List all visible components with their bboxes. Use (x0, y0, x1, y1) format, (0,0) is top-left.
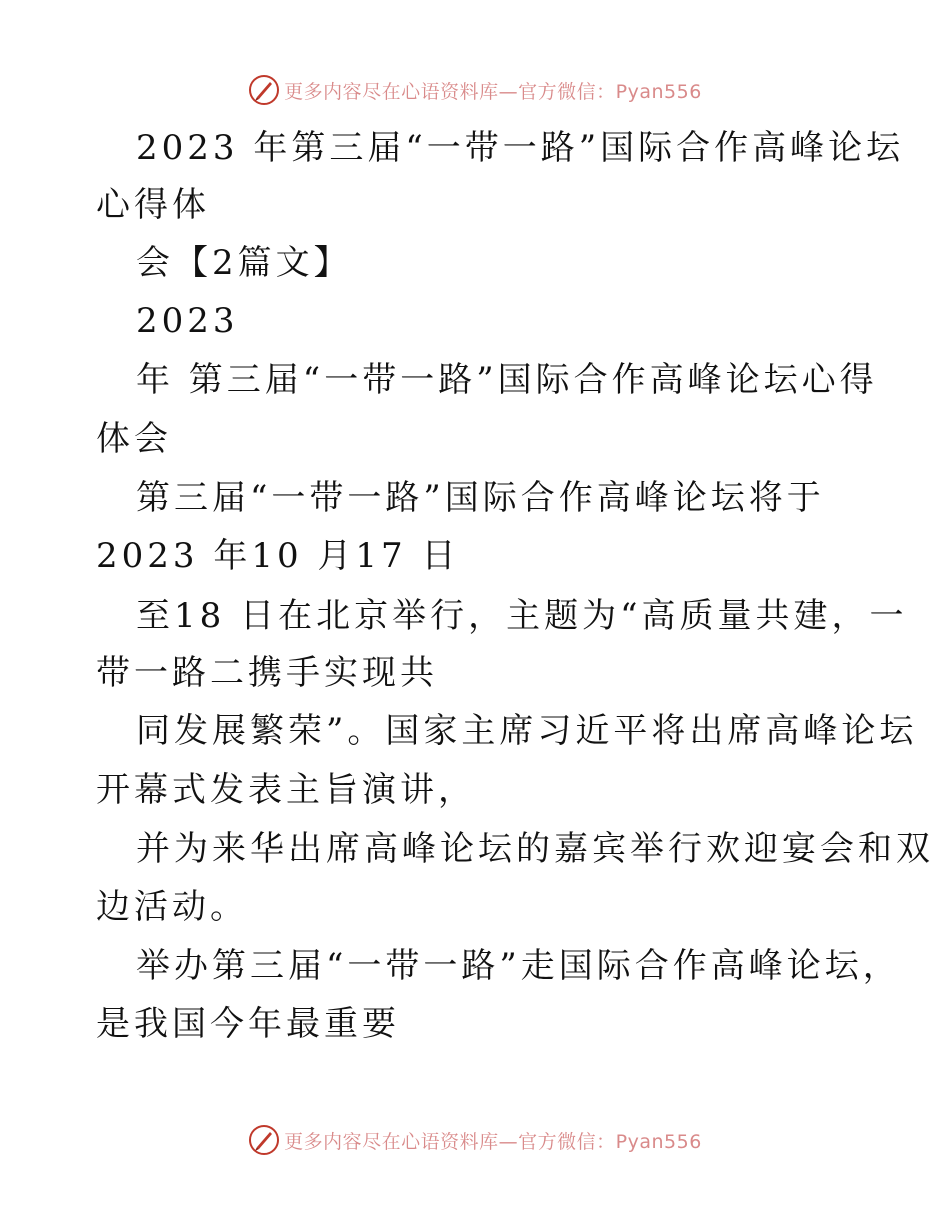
text-line: 2023 年10 月17 日 (96, 536, 460, 576)
text-line: 第三届“一带一路”国际合作高峰论坛将于 (136, 478, 825, 518)
footer-watermark-text: 更多内容尽在心语资料库—官方微信：Pyan556 (284, 1130, 702, 1153)
text-line: 带一路二携手实现共 (96, 653, 438, 693)
text-line: 2023 (136, 301, 239, 341)
header-watermark-text: 更多内容尽在心语资料库—官方微信：Pyan556 (284, 80, 702, 103)
text-line: 同发展繁荣”。国家主席习近平将出席高峰论坛 (136, 711, 918, 751)
text-line: 举办第三届“一带一路”走国际合作高峰论坛， (136, 946, 901, 986)
feather-pen-logo-icon (248, 74, 280, 106)
feather-pen-logo-icon (248, 1124, 280, 1156)
footer-watermark (0, 1120, 950, 1160)
text-line: 年 第三届“一带一路”国际合作高峰论坛心得 (136, 360, 878, 400)
text-line: 是我国今年最重要 (96, 1004, 400, 1044)
text-line: 2023 年第三届“一带一路”国际合作高峰论坛 (136, 128, 905, 168)
text-line: 至18 日在北京举行，主题为“高质量共建，一 (136, 596, 908, 636)
text-line: 并为来华出席高峰论坛的嘉宾举行欢迎宴会和双 (136, 829, 934, 869)
text-line: 体会 (96, 419, 172, 459)
header-watermark (0, 70, 950, 110)
text-line: 开幕式发表主旨演讲， (96, 770, 476, 810)
text-line: 边活动。 (96, 887, 248, 927)
text-line: 会【2篇文】 (136, 243, 352, 283)
text-line: 心得体 (96, 185, 210, 225)
